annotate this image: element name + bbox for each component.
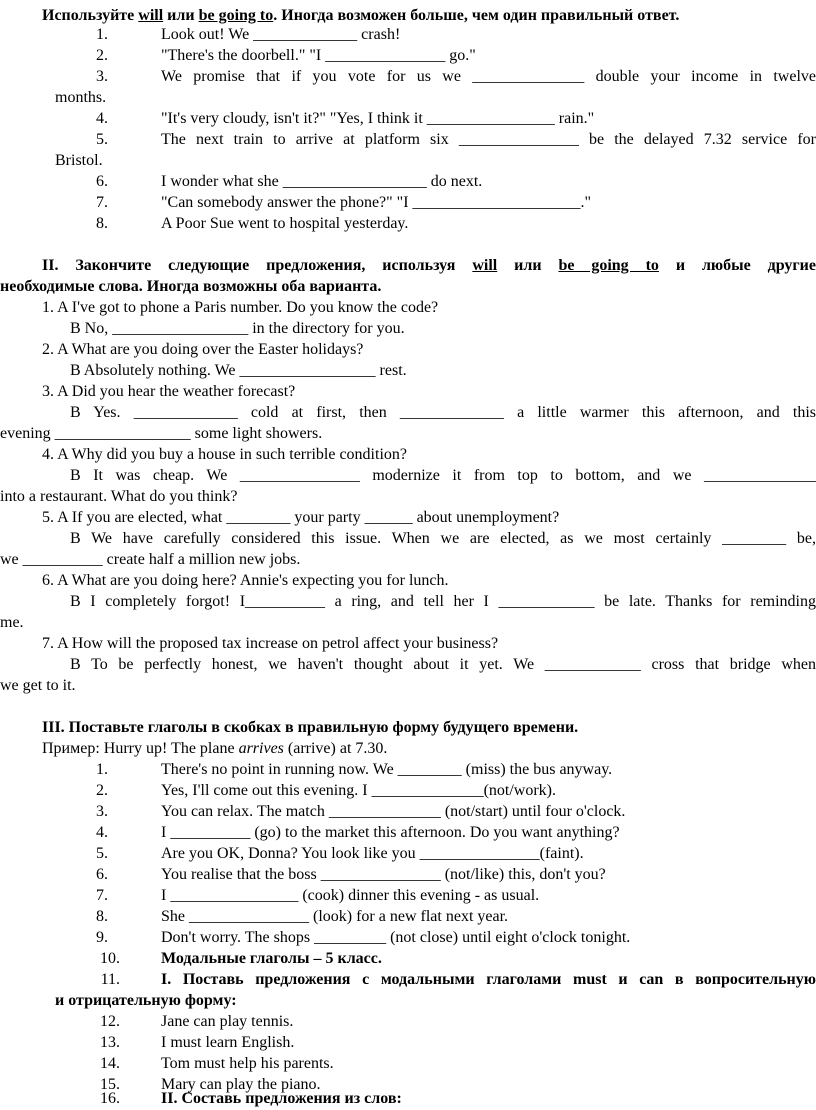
section-2-heading-line2: необходимые слова. Иногда возможны оба варианта. — [0, 278, 382, 295]
item-number: 6. — [96, 173, 108, 190]
list-item: A Poor Sue went to hospital yesterday. — [161, 215, 409, 232]
modal-task-1-heading: I. Поставь предложения с модальными глаголами must и can в вопросительную — [161, 971, 816, 988]
item-number: 2. — [96, 782, 108, 799]
item-number: 4. — [96, 824, 108, 841]
list-item: You realise that the boss _______________ (not/like) this, don't you? — [161, 866, 606, 883]
modal-verbs-title: Модальные глаголы – 5 класс. — [161, 950, 382, 967]
item-number: 8. — [96, 908, 108, 925]
item-number: 8. — [96, 215, 108, 232]
item-number: 14. — [100, 1055, 120, 1072]
list-item: Are you OK, Donna? You look like you _______________(faint). — [161, 845, 584, 862]
list-item: "Can somebody answer the phone?" "I _____________________." — [161, 194, 592, 211]
list-item: Tom must help his parents. — [161, 1055, 334, 1072]
list-item: There's no point in running now. We ________ (miss) the bus anyway. — [161, 761, 613, 778]
dialogue-line: B We have carefully considered this issue. When we are elected, as we most certainly ________ be, — [70, 530, 816, 547]
item-number: 4. — [96, 110, 108, 127]
dialogue-line: B It was cheap. We _______________ modernize it from top to bottom, and we ______________ — [70, 467, 816, 484]
list-item: Mary can play the piano. — [161, 1076, 321, 1093]
list-item: I wonder what she __________________ do next. — [161, 173, 483, 190]
dialogue-line: 4. A Why did you buy a house in such terrible condition? — [42, 446, 407, 463]
list-item: "It's very cloudy, isn't it?" "Yes, I think it ________________ rain." — [161, 110, 595, 127]
dialogue-line: 2. A What are you doing over the Easter holidays? — [42, 341, 364, 358]
section-3-heading: III. Поставьте глаголы в скобках в правильную форму будущего времени. — [42, 719, 579, 736]
item-number: 16. — [100, 1090, 120, 1107]
dialogue-line: 5. A If you are elected, what ________ your party ______ about unemployment? — [42, 509, 560, 526]
item-number: 5. — [96, 845, 108, 862]
list-item: The next train to arrive at platform six _______________ be the delayed 7.32 service for — [161, 131, 816, 148]
dialogue-line: me. — [0, 614, 24, 631]
modal-task-1-heading-cont: и отрицательную форму: — [55, 992, 237, 1009]
dialogue-line: 6. A What are you doing here? Annie's expecting you for lunch. — [42, 572, 449, 589]
list-item: She _______________ (look) for a new flat next year. — [161, 908, 509, 925]
item-number: 7. — [96, 194, 108, 211]
item-number: 1. — [96, 761, 108, 778]
dialogue-line: B To be perfectly honest, we haven't thought about it yet. We ____________ cross that bridge when — [70, 656, 816, 673]
item-number: 2. — [96, 47, 108, 64]
dialogue-line: evening _________________ some light showers. — [0, 425, 323, 442]
item-number: 3. — [96, 68, 108, 85]
list-item: Jane can play tennis. — [161, 1013, 294, 1030]
section-2-heading: II. Закончите следующие предложения, используя will или be going to и любые другие — [42, 257, 816, 274]
item-number: 1. — [96, 26, 108, 43]
item-number: 12. — [100, 1013, 120, 1030]
list-item-continuation: Bristol. — [55, 152, 103, 169]
item-number: 6. — [96, 866, 108, 883]
modal-task-2-heading: II. Составь предложения из слов: — [161, 1090, 402, 1107]
item-number: 13. — [100, 1034, 120, 1051]
dialogue-line: B Yes. _____________ cold at first, then _____________ a little warmer this afternoon, and this — [70, 404, 816, 421]
list-item: I must learn English. — [161, 1034, 295, 1051]
dialogue-line: 1. A I've got to phone a Paris number. Do you know the code? — [42, 299, 439, 316]
list-item: "There's the doorbell." "I _______________ go." — [161, 47, 476, 64]
item-number: 3. — [96, 803, 108, 820]
example-line: Пример: Hurry up! The plane arrives (arrive) at 7.30. — [42, 740, 388, 757]
list-item: You can relax. The match ______________ (not/start) until four o'clock. — [161, 803, 626, 820]
list-item: Look out! We _____________ crash! — [161, 26, 401, 43]
item-number: 5. — [96, 131, 108, 148]
list-item-continuation: months. — [55, 89, 107, 106]
item-number: 15. — [100, 1076, 120, 1093]
dialogue-line: we get to it. — [0, 677, 76, 694]
list-item: I ________________ (cook) dinner this evening - as usual. — [161, 887, 540, 904]
dialogue-line: we __________ create half a million new jobs. — [0, 551, 301, 568]
list-item: I __________ (go) to the market this afternoon. Do you want anything? — [161, 824, 620, 841]
item-number: 10. — [100, 950, 120, 967]
list-item: Don't worry. The shops _________ (not close) until eight o'clock tonight. — [161, 929, 631, 946]
dialogue-line: B I completely forgot! I__________ a ring, and tell her I ____________ be late. Thanks for reminding — [70, 593, 816, 610]
dialogue-line: B No, _________________ in the directory for you. — [70, 320, 405, 337]
list-item: We promise that if you vote for us we ______________ double your income in twelve — [161, 68, 816, 85]
dialogue-line: into a restaurant. What do you think? — [0, 488, 238, 505]
item-number: 7. — [96, 887, 108, 904]
item-number: 9. — [96, 929, 108, 946]
dialogue-line: B Absolutely nothing. We _________________ rest. — [70, 362, 407, 379]
dialogue-line: 7. A How will the proposed tax increase on petrol affect your business? — [42, 635, 499, 652]
list-item: Yes, I'll come out this evening. I ______________(not/work). — [161, 782, 556, 799]
section-1-heading: Используйте will или be going to. Иногда возможен больше, чем один правильный ответ. — [42, 7, 680, 24]
dialogue-line: 3. A Did you hear the weather forecast? — [42, 383, 296, 400]
item-number: 11. — [100, 971, 120, 988]
